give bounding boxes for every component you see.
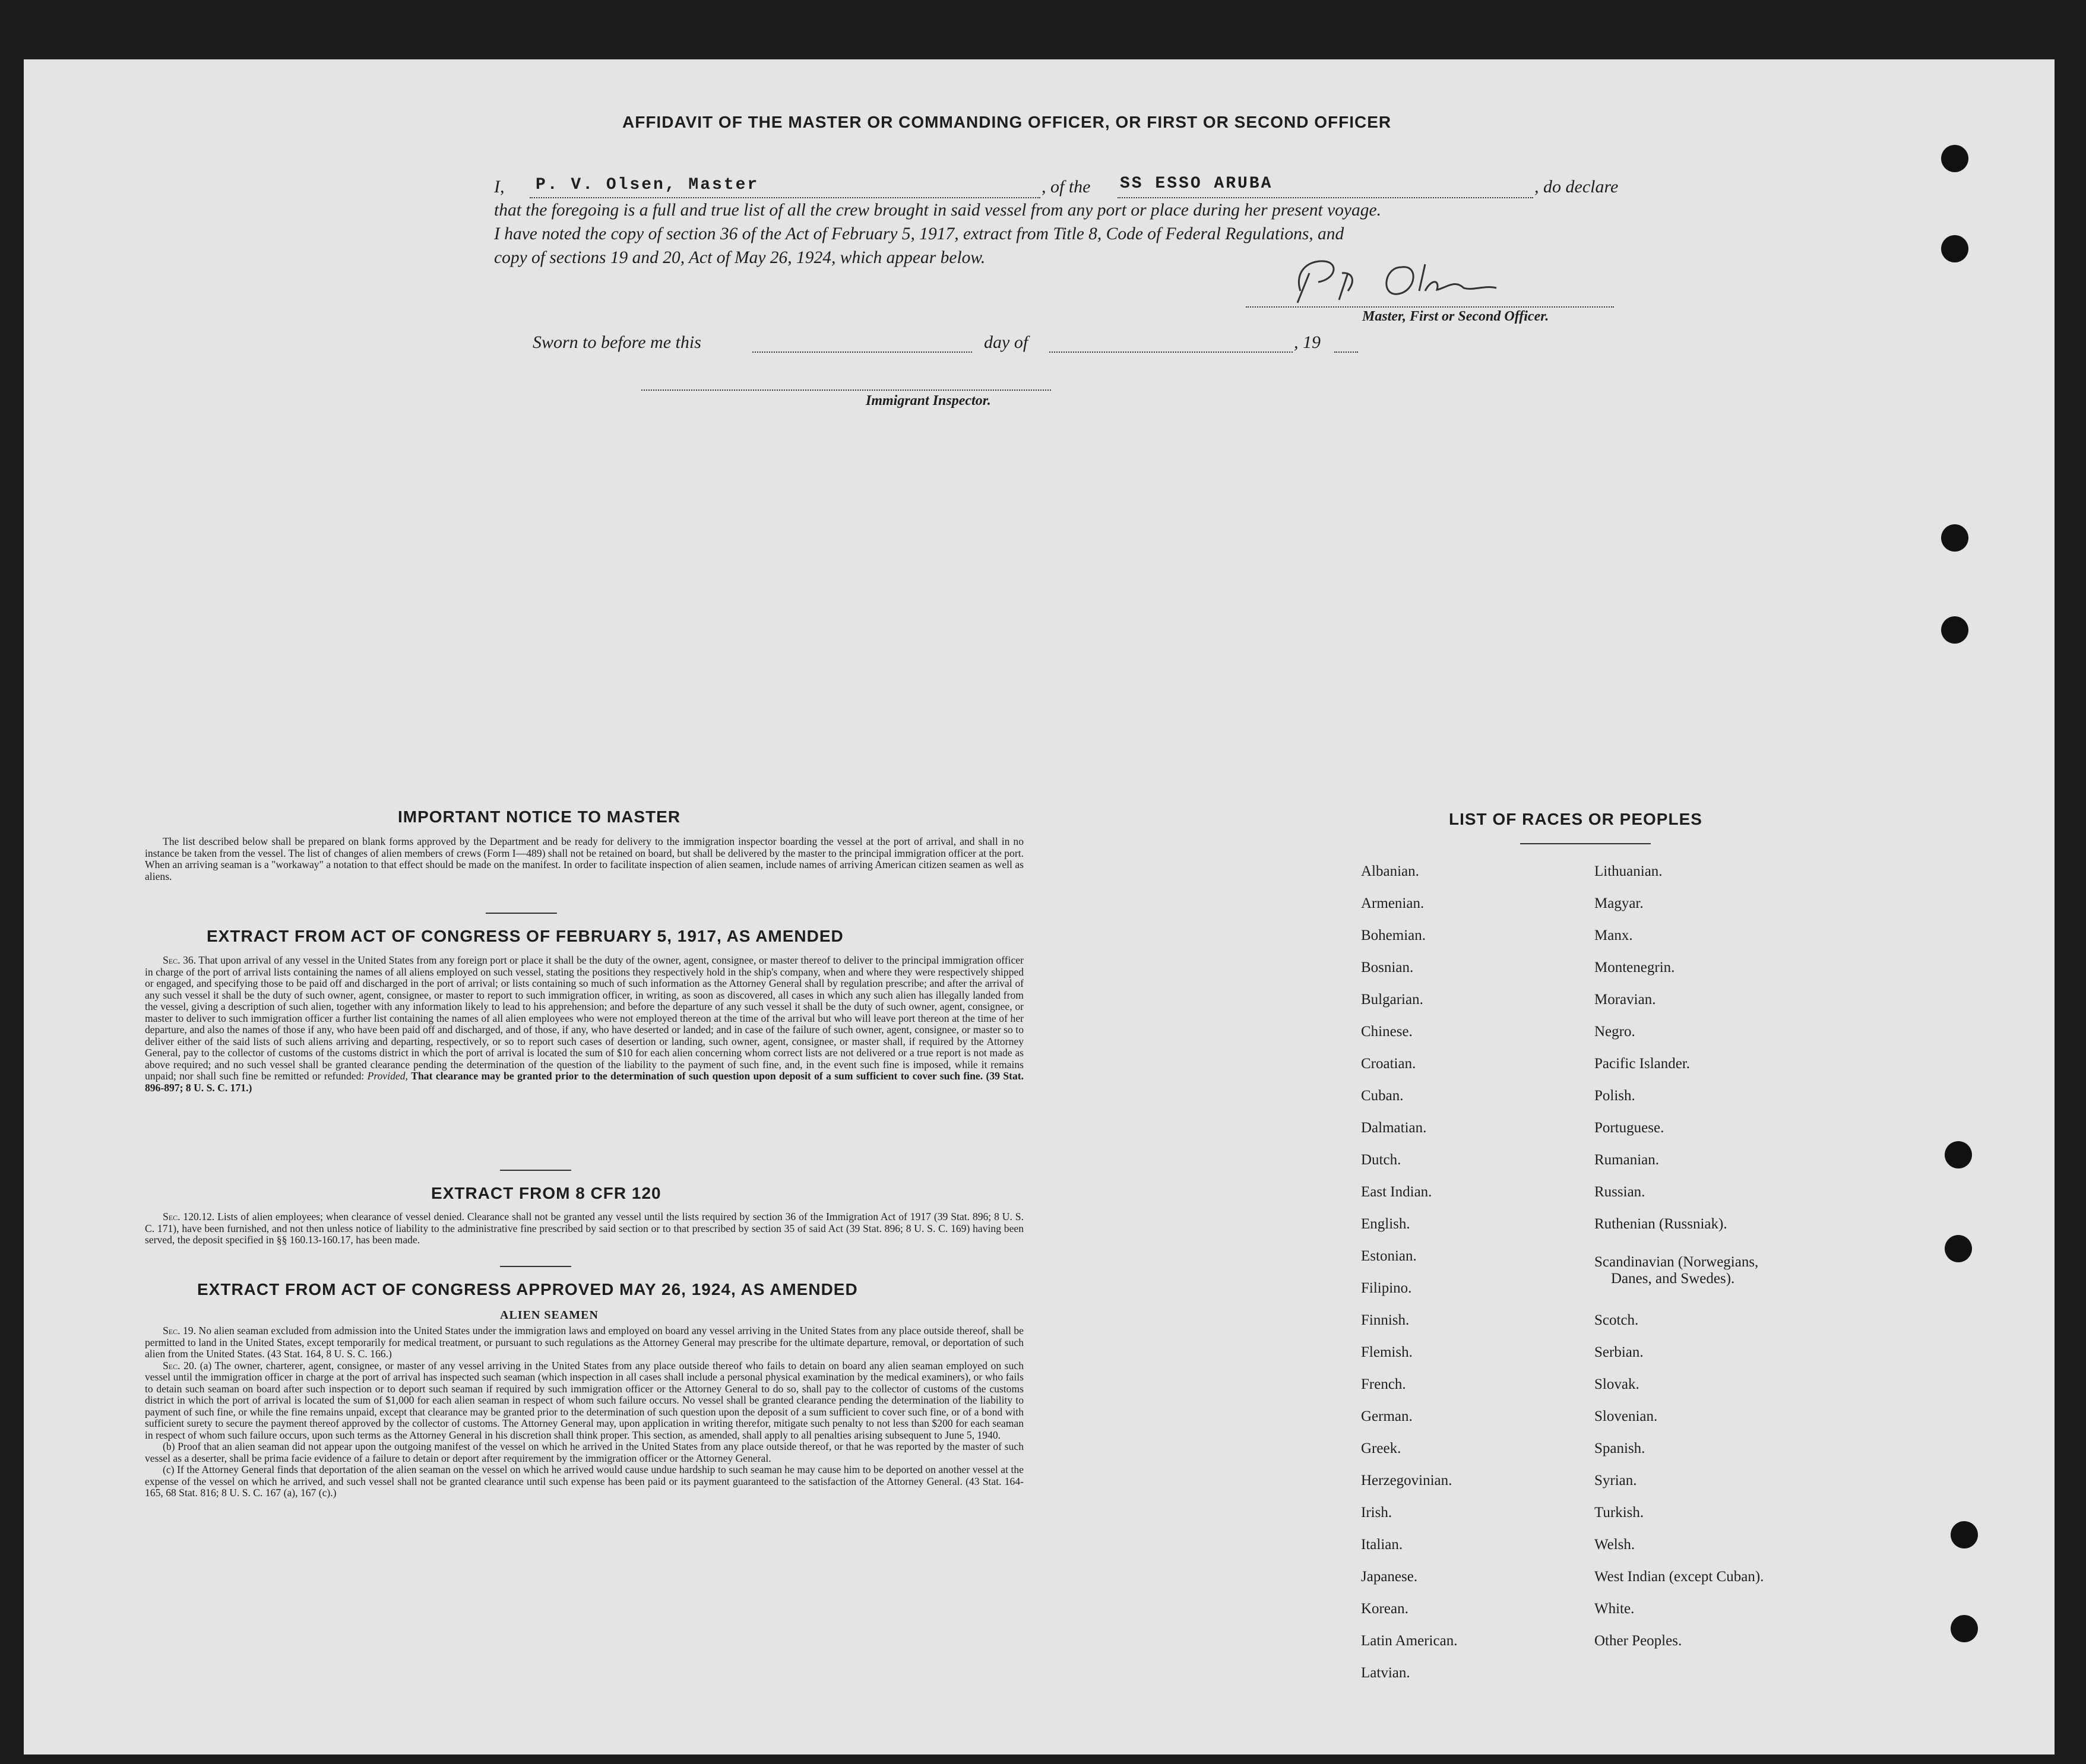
master-name: P. V. Olsen, Master — [536, 176, 759, 194]
race-item: English. — [1361, 1216, 1410, 1232]
affidavit-line1 — [494, 177, 1640, 202]
race-item: Bosnian. — [1361, 959, 1414, 976]
sec36-body: That upon arrival of any vessel in the United States from any foreign port or place it shall be the duty of the owner, agent, consignee, or master thereof to deliver to the principal immigration officer in charge of the port of arrival lists containing the names of all aliens employed on such vessel, stating the positions they respectively hold in the ship's company, when and where they were respectively shipped or engaged, and specifying those to be paid off and discharged in the port of arrival; or lists containing so much of such information as the Attorney General shall by regulation prescribe; and after the arrival of any such vessel it shall be the duty of such owner, agent, consignee, or master to report to such immigration officer, in writing, as soon as discovered, all cases in which any such alien has illegally landed from the vessel, giving a description of such alien, together with any information likely to lead to his apprehension; and before the departure of any such vessel it shall be the duty of such owner, agent, consignee, or master to deliver to such immigration officer a further list containing the names of all alien employees who were not employed thereon at the time of the arrival but who will leave port thereon at the time of her departure, and also the names of those if any, who have been paid off and discharged, and of those, if any, who have deserted or landed; and in case of the failure of such owner, agent, consignee, or master so to deliver either of the said lists of such aliens arriving and departing, respectively, or so to report such cases of desertion or landing, such owner, agent, consignee, or master shall, if required by the Attorney General, pay to the collector of customs of the customs district in which the port of arrival is located the sum of $10 for each alien concerning whom correct lists are not delivered or a true report is not made as above required; and no such vessel shall be granted clearance pending the determination of the question of the liability to the payment of such fine, and, in the event such fine is imposed, while it remains unpaid; nor shall such fine be remitted or refunded: — [145, 954, 1024, 1082]
extract-1924-title: EXTRACT FROM ACT OF CONGRESS APPROVED MAY 26, 1924, AS AMENDED — [197, 1280, 858, 1299]
race-item: Filipino. — [1361, 1280, 1412, 1296]
race-item: Welsh. — [1594, 1537, 1635, 1553]
day-of-text: day of — [984, 332, 1028, 352]
race-item: French. — [1361, 1376, 1406, 1392]
race-item: Armenian. — [1361, 895, 1425, 911]
extract-1924-text — [145, 1325, 1024, 1499]
race-item: Syrian. — [1594, 1472, 1637, 1489]
race-item: Spanish. — [1594, 1440, 1645, 1456]
affidavit-line2: that the foregoing is a full and true list of all the crew brought in said vessel from any port or place during her present voyage. — [494, 201, 1381, 220]
race-item: German. — [1361, 1408, 1413, 1424]
race-item: Magyar. — [1594, 895, 1644, 911]
of-the-text: , of the — [1042, 177, 1091, 197]
alien-seamen-subtitle: ALIEN SEAMEN — [500, 1309, 599, 1322]
sec120-paragraph — [145, 1211, 1024, 1246]
sec19-body: No alien seaman excluded from admission into the United States under the immigration laws and employed on board any vessel arriving in the United States from any place outside thereof, shall be permitted to land in the United States, except temporarily for medical treatment, or pursuant to such regulations as the Attorney General may prescribe for the ultimate departure, removal, or deportation of such alien from the United States. (43 Stat. 164, 8 U. S. C. 166.) — [145, 1325, 1024, 1360]
divider — [486, 913, 557, 914]
sec20a-body: (a) The owner, charterer, agent, consignee, or master of any vessel arriving in the United States from any place outside thereof who fails to detain on board any alien seaman employed on such vessel until the immigration officer in charge at the port of arrival has inspected such seaman (which inspection in all cases shall include a personal physical examination by the medical examiners), or who fails to detain such seaman on board after such inspection or to deport such seaman if required by such immigration officer or the Attorney General to do so, shall pay to the collector of customs of the customs district in which the port of arrival is located the sum of $1,000 for each alien seaman in respect of whom such failure occurs. No vessel shall be granted clearance pending the determination of the liability to payment of such fine, or while the fine remains unpaid, except that clearance may be granted prior to the determination of such question upon the deposit of a sum sufficient to cover such fine, or of a bond with sufficient surety to secure the payment thereof approved by the collector of customs. The Attorney General may, upon application in writing therefor, mitigate such penalty to not less than $200 for each seaman in respect of whom such failure occurs, upon such terms as the Attorney General in his discretion shall think proper. This section, as amended, shall apply to all penalties arising subsequent to June 5, 1940. — [145, 1359, 1024, 1441]
race-item: Dalmatian. — [1361, 1120, 1427, 1136]
race-item: Scotch. — [1594, 1312, 1639, 1328]
race-item: Italian. — [1361, 1537, 1403, 1553]
sec120-label: Sec. 120.12. — [163, 1211, 215, 1223]
race-item: Bulgarian. — [1361, 992, 1423, 1008]
race-item: Latin American. — [1361, 1633, 1458, 1649]
inspector-caption: Immigrant Inspector. — [866, 393, 991, 408]
affidavit-line4: copy of sections 19 and 20, Act of May 26, 1924, which appear below. — [494, 248, 986, 267]
punch-hole — [1951, 1521, 1978, 1548]
punch-hole — [1945, 1141, 1972, 1168]
race-item: White. — [1594, 1601, 1635, 1617]
punch-hole — [1941, 616, 1968, 644]
race-item: Herzegovinian. — [1361, 1472, 1452, 1489]
proviso-body: That clearance may be granted prior to the determination of such question upon deposit of a sum sufficient to cover such fine. (39 Stat. 896-897; 8 U. S. C. 171.) — [145, 1070, 1024, 1094]
sworn-year-field — [1334, 332, 1358, 353]
race-item: Other Peoples. — [1594, 1633, 1682, 1649]
race-item: Estonian. — [1361, 1248, 1417, 1264]
race-item: Slovenian. — [1594, 1408, 1658, 1424]
notice-text — [145, 836, 1024, 882]
race-item: Flemish. — [1361, 1344, 1413, 1360]
race-item: Greek. — [1361, 1440, 1401, 1456]
sec19-label: Sec. 19. — [163, 1325, 197, 1337]
race-item: Serbian. — [1594, 1344, 1644, 1360]
race-item: Polish. — [1594, 1088, 1635, 1104]
race-item: Rumanian. — [1594, 1152, 1660, 1168]
extract-cfr-text — [145, 1211, 1024, 1246]
punch-hole — [1951, 1615, 1978, 1642]
race-item: Turkish. — [1594, 1505, 1644, 1521]
race-item: Latvian. — [1361, 1665, 1410, 1681]
race-item: Finnish. — [1361, 1312, 1410, 1328]
vessel-name: SS ESSO ARUBA — [1120, 175, 1273, 193]
extract-1917-title: EXTRACT FROM ACT OF CONGRESS OF FEBRUARY 5, 1917, AS AMENDED — [207, 927, 844, 945]
race-item: Cuban. — [1361, 1088, 1404, 1104]
sec120-body: Lists of alien employees; when clearance of vessel denied. Clearance shall not be granted any vessel until the lists required by section 36 of the Immigration Act of 1917 (39 Stat. 896; 8 U. S. C. 171), have been furnished, and not then unless notice of liability to the administrative fine prescribed by said section or to that prescribed by section 35 of said Act (39 Stat. 896; 8 U. S. C. 169) having been served, the deposit specified in §§ 160.13-160.17, has been made. — [145, 1211, 1024, 1246]
punch-hole — [1945, 1235, 1972, 1262]
race-item: Lithuanian. — [1594, 863, 1663, 879]
race-item: Scandinavian (Norwegians, — [1594, 1254, 1759, 1270]
punch-hole — [1941, 145, 1968, 172]
sworn-day-field — [752, 332, 972, 353]
document-page — [24, 59, 2055, 1755]
race-item: Chinese. — [1361, 1024, 1413, 1040]
punch-hole — [1941, 235, 1968, 262]
notice-paragraph: The list described below shall be prepared on blank forms approved by the Department and be ready for delivery to the immigration inspector boarding the vessel at the port of arrival, and shall in no instance be taken from the vessel. The list of changes of alien members of crews (Form I—489) shall not be retained on board, but shall be delivered by the master to the principal immigration officer at the port. When an arriving seaman is a "workaway" a notation to that effect should be made on the manifest. In order to facilitate inspection of alien seamen, include names of arriving American citizen seamen as well as aliens. — [145, 835, 1024, 882]
extract-1917-text — [145, 955, 1024, 1094]
race-item: Moravian. — [1594, 992, 1656, 1008]
divider — [500, 1266, 571, 1267]
sworn-line — [533, 332, 1423, 357]
sworn-text: Sworn to before me this — [533, 332, 701, 352]
affidavit-line3: I have noted the copy of section 36 of the Act of February 5, 1917, extract from Title 8, Code of Federal Regulations, and — [494, 224, 1344, 243]
master-name-field — [530, 177, 1040, 198]
master-signature — [1283, 255, 1550, 309]
divider — [1520, 843, 1651, 844]
sec20a-paragraph — [145, 1360, 1024, 1442]
race-item: Japanese. — [1361, 1569, 1418, 1585]
sec20-label: Sec. 20. — [163, 1359, 197, 1372]
proviso-label: Provided, — [367, 1070, 408, 1082]
races-title: LIST OF RACES OR PEOPLES — [1449, 810, 1702, 828]
race-item: East Indian. — [1361, 1184, 1432, 1200]
sec36-label: Sec. 36. — [163, 954, 197, 966]
notice-title: IMPORTANT NOTICE TO MASTER — [398, 807, 681, 826]
race-item: Russian. — [1594, 1184, 1645, 1200]
race-item: Slovak. — [1594, 1376, 1639, 1392]
year-text: , 19 — [1294, 332, 1321, 352]
race-item: Bohemian. — [1361, 927, 1426, 943]
extract-cfr-title: EXTRACT FROM 8 CFR 120 — [431, 1184, 661, 1202]
race-item: Montenegrin. — [1594, 959, 1675, 976]
sec19-paragraph — [145, 1325, 1024, 1360]
sworn-month-field — [1049, 332, 1293, 353]
race-item: Irish. — [1361, 1505, 1392, 1521]
race-item: Ruthenian (Russniak). — [1594, 1216, 1727, 1232]
race-item: Portuguese. — [1594, 1120, 1664, 1136]
inspector-line — [641, 389, 1051, 391]
affidavit-i: I, — [494, 177, 505, 197]
divider — [500, 1170, 571, 1171]
signature-caption: Master, First or Second Officer. — [1362, 309, 1549, 324]
do-declare-text: , do declare — [1534, 177, 1619, 197]
race-item: Albanian. — [1361, 863, 1419, 879]
race-item: Dutch. — [1361, 1152, 1401, 1168]
race-item: Pacific Islander. — [1594, 1056, 1691, 1072]
race-item: Negro. — [1594, 1024, 1635, 1040]
race-item: Croatian. — [1361, 1056, 1416, 1072]
race-item: Manx. — [1594, 927, 1633, 943]
signature-line — [1246, 306, 1614, 308]
race-item: Danes, and Swedes). — [1611, 1271, 1735, 1287]
sec20c-paragraph: (c) If the Attorney General finds that deportation of the alien seaman on the vessel on which he arrived would cause undue hardship to such seaman he may cause him to be deported on another vessel at the expense of the vessel on which he arrived, and such vessel shall not be granted clearance until such expense has been paid or its payment guaranteed to the satisfaction of the Attorney General. (43 Stat. 164-165, 68 Stat. 816; 8 U. S. C. 167 (a), 167 (c).) — [145, 1464, 1024, 1499]
race-item: Korean. — [1361, 1601, 1408, 1617]
race-item: West Indian (except Cuban). — [1594, 1569, 1764, 1585]
punch-hole — [1941, 524, 1968, 552]
sec36-paragraph — [145, 955, 1024, 1094]
affidavit-title: AFFIDAVIT OF THE MASTER OR COMMANDING OFFICER, OR FIRST OR SECOND OFFICER — [622, 113, 1392, 131]
vessel-name-field — [1118, 177, 1533, 198]
sec20b-paragraph: (b) Proof that an alien seaman did not appear upon the outgoing manifest of the vessel on which he arrived in the United States from any place outside thereof, or that he was reported by the master of such vessel as a deserter, shall be prima facie evidence of a failure to detain or deport after requirement by the immigration officer or the Attorney General. — [145, 1440, 1024, 1464]
